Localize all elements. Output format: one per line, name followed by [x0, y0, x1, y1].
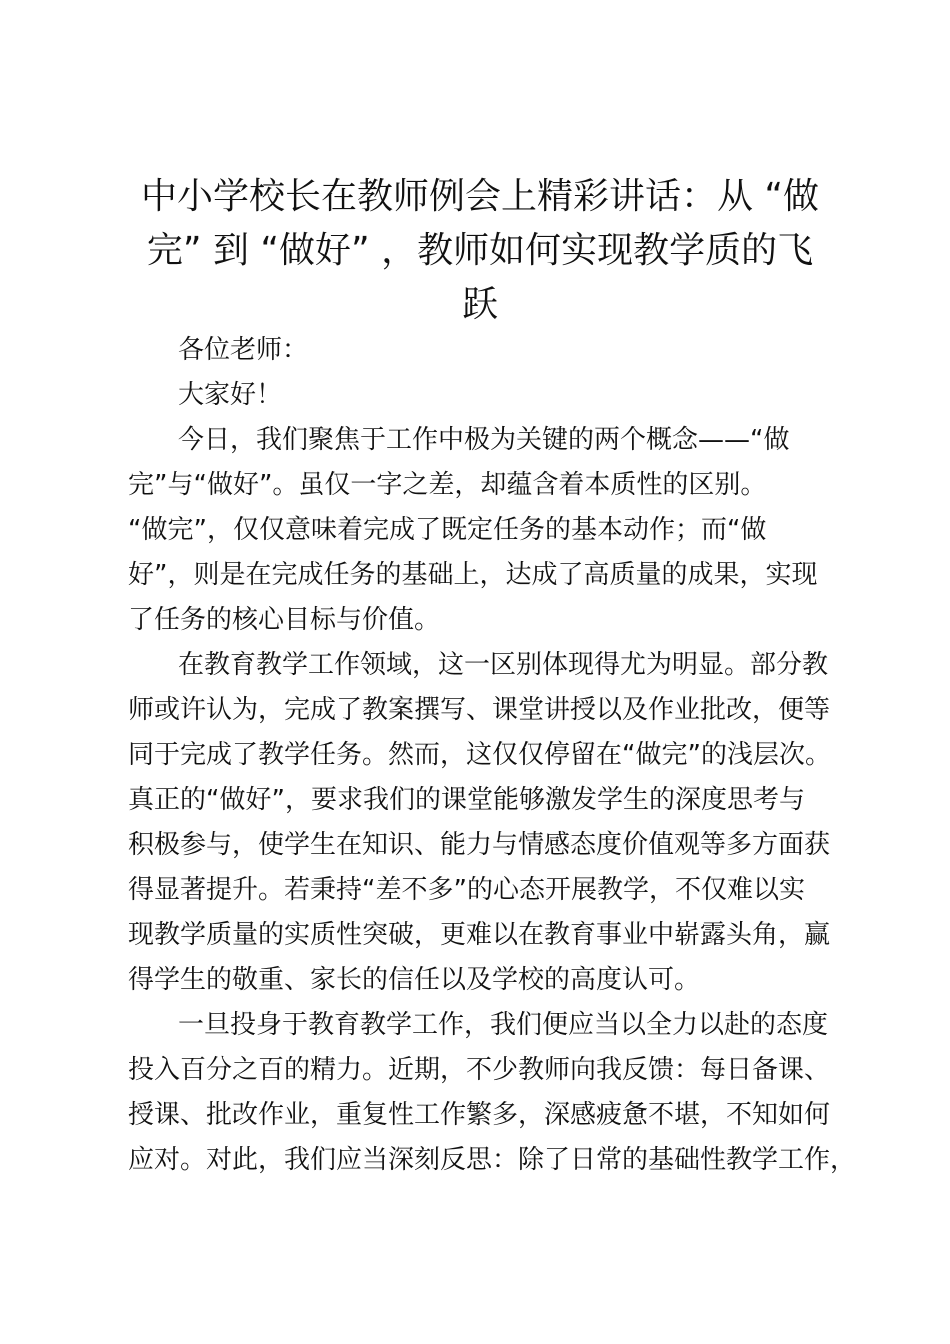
paragraph-line: 授课、批改作业，重复性工作繁多，深感疲惫不堪，不知如何	[128, 1100, 831, 1130]
greeting-line: 各位老师：	[178, 335, 309, 365]
title-line: 完” 到 “做好” ，教师如何实现教学质的飞	[146, 230, 814, 271]
paragraph-line: 现教学质量的实质性突破，更难以在教育事业中崭露头角，赢	[128, 920, 831, 950]
document-title	[128, 170, 832, 332]
paragraph-line: 真正的“做好”，要求我们的课堂能够激发学生的深度思考与	[128, 785, 805, 815]
title-line: 跃	[461, 284, 498, 325]
paragraph	[128, 418, 832, 643]
paragraph-line: 师或许认为，完成了教案撰写、课堂讲授以及作业批改，便等	[128, 695, 831, 725]
hello-line: 大家好！	[178, 380, 283, 410]
paragraph-line: 积极参与，使学生在知识、能力与情感态度价值观等多方面获	[128, 830, 831, 860]
paragraph-line: 得学生的敬重、家长的信任以及学校的高度认可。	[128, 965, 701, 995]
document-body	[128, 328, 857, 1183]
hello	[128, 373, 832, 418]
paragraph	[128, 1003, 857, 1183]
greeting	[128, 328, 832, 373]
paragraph-line: 好”，则是在完成任务的基础上，达成了高质量的成果，实现	[128, 560, 818, 590]
paragraph-line: 完”与“做好”。虽仅一字之差，却蕴含着本质性的区别。	[128, 470, 767, 500]
paragraph-line: 今日，我们聚焦于工作中极为关键的两个概念——“做	[178, 425, 790, 455]
paragraph-line: 一旦投身于教育教学工作，我们便应当以全力以赴的态度	[178, 1010, 829, 1040]
paragraph	[128, 643, 832, 1003]
paragraph-line: 同于完成了教学任务。然而，这仅仅停留在“做完”的浅层次。	[128, 740, 831, 770]
title-line: 中小学校长在教师例会上精彩讲话：从 “做	[140, 176, 820, 217]
paragraph-line: 在教育教学工作领域，这一区别体现得尤为明显。部分教	[178, 650, 829, 680]
paragraph-line: 投入百分之百的精力。近期，不少教师向我反馈：每日备课、	[128, 1055, 831, 1085]
paragraph-line: 了任务的核心目标与价值。	[128, 605, 441, 635]
paragraph-line: 应对。对此，我们应当深刻反思：除了日常的基础性教学工作，	[128, 1145, 857, 1175]
paragraph-line: 得显著提升。若秉持“差不多”的心态开展教学，不仅难以实	[128, 875, 805, 905]
paragraph-line: “做完”，仅仅意味着完成了既定任务的基本动作；而“做	[128, 515, 767, 545]
